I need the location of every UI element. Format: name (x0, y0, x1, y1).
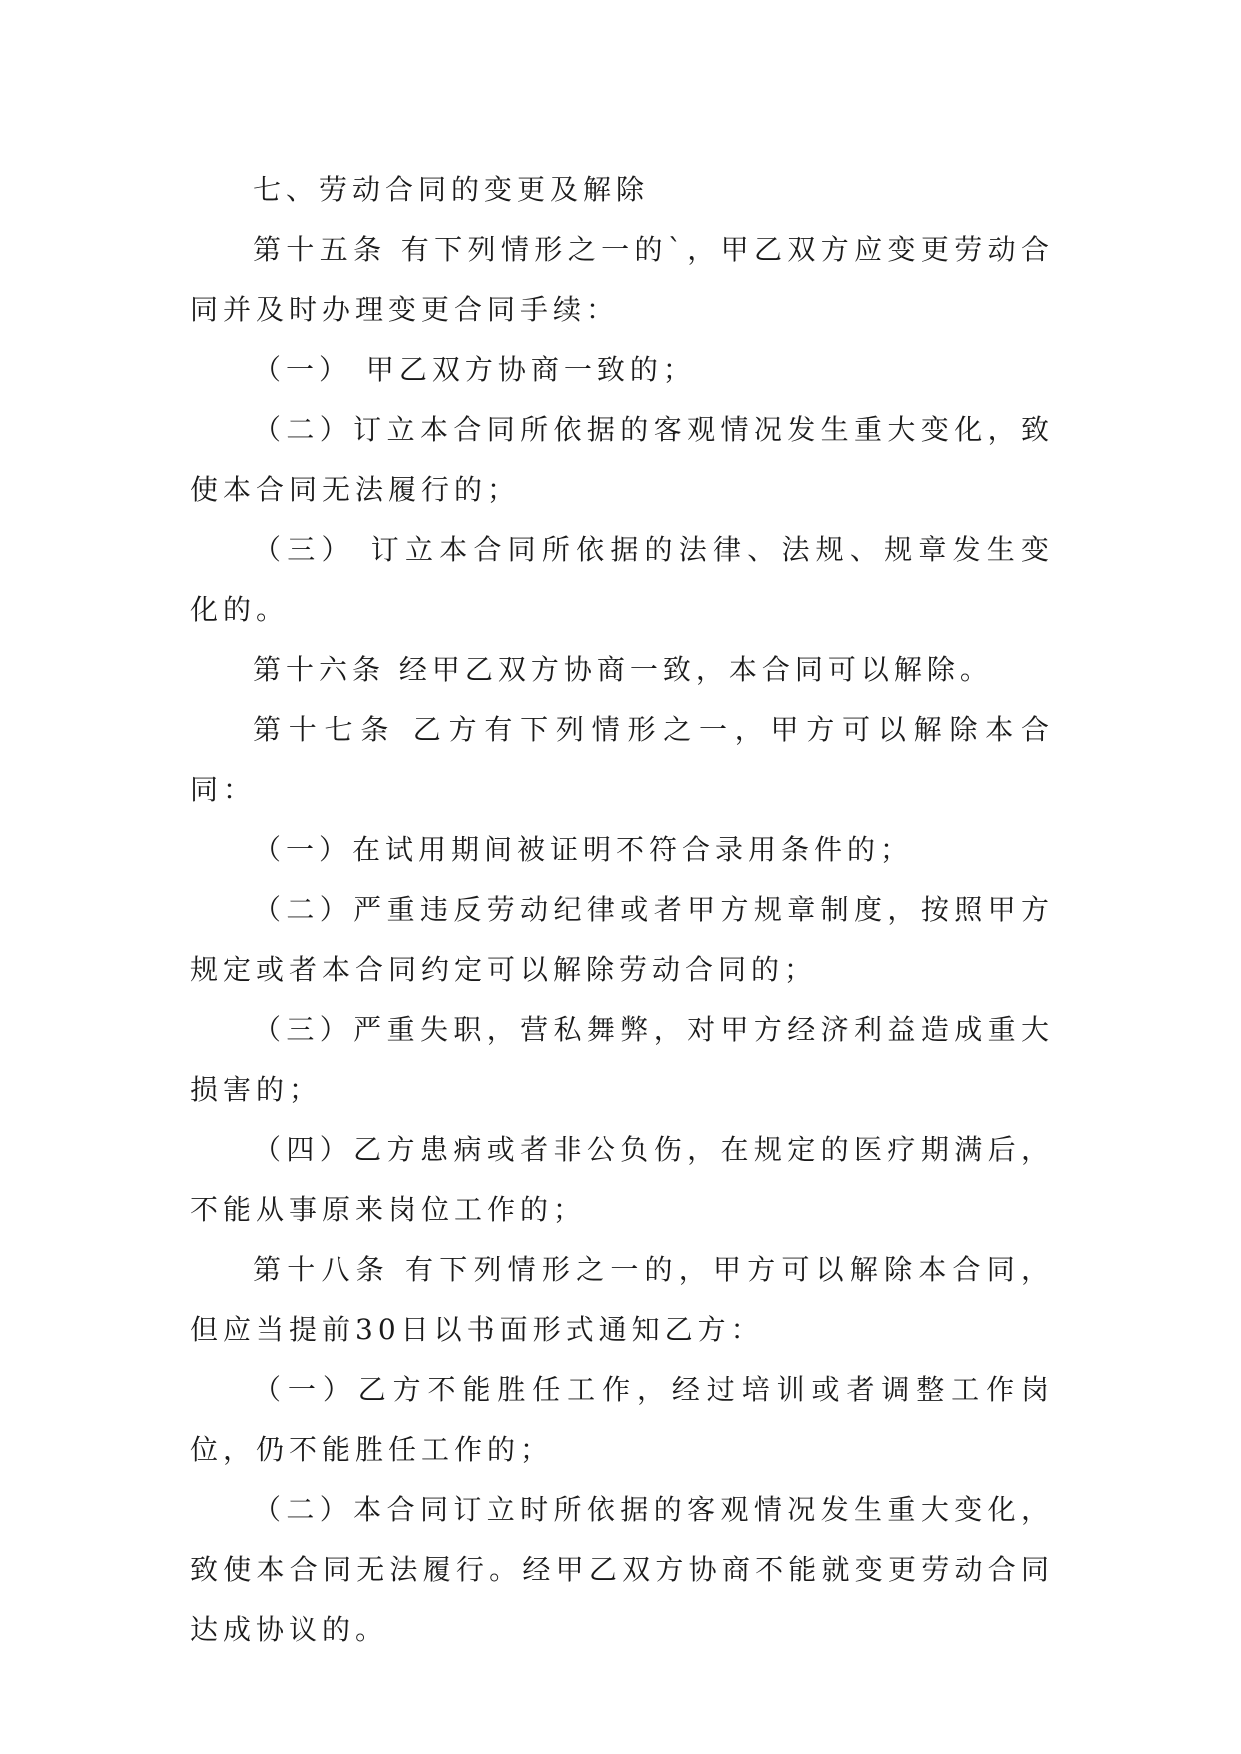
section-heading: 七、劳动合同的变更及解除 (253, 173, 650, 206)
article-17-item-1: （一）在试用期间被证明不符合录用条件的； (253, 833, 914, 866)
article-15: 第十五条 有下列情形之一的`，甲乙双方应变更劳动合同并及时办理变更合同手续： (190, 233, 1054, 326)
article-15-item-3: （三） 订立本合同所依据的法律、法规、规章发生变化的。 (190, 533, 1054, 626)
article-18-item-1: （一）乙方不能胜任工作，经过培训或者调整工作岗位，仍不能胜任工作的； (190, 1373, 1054, 1466)
article-17-item-3: （三）严重失职，营私舞弊，对甲方经济利益造成重大损害的； (190, 1013, 1054, 1106)
article-17-item-2: （二）严重违反劳动纪律或者甲方规章制度，按照甲方规定或者本合同约定可以解除劳动合同的； (190, 893, 1054, 986)
article-16: 第十六条 经甲乙双方协商一致，本合同可以解除。 (253, 653, 993, 686)
article-17-item-4: （四）乙方患病或者非公负伤，在规定的医疗期满后，不能从事原来岗位工作的； (190, 1133, 1054, 1226)
article-18-item-2: （二）本合同订立时所依据的客观情况发生重大变化，致使本合同无法履行。经甲乙双方协商不能就变更劳动合同达成协议的。 (190, 1493, 1054, 1646)
article-15-item-2: （二）订立本合同所依据的客观情况发生重大变化，致使本合同无法履行的； (190, 413, 1054, 506)
article-18: 第十八条 有下列情形之一的，甲方可以解除本合同，但应当提前30日以书面形式通知乙方： (190, 1253, 1054, 1346)
article-17: 第十七条 乙方有下列情形之一，甲方可以解除本合同： (190, 713, 1054, 806)
article-15-item-1: （一） 甲乙双方协商一致的； (253, 353, 696, 386)
document-body (190, 160, 1054, 1660)
